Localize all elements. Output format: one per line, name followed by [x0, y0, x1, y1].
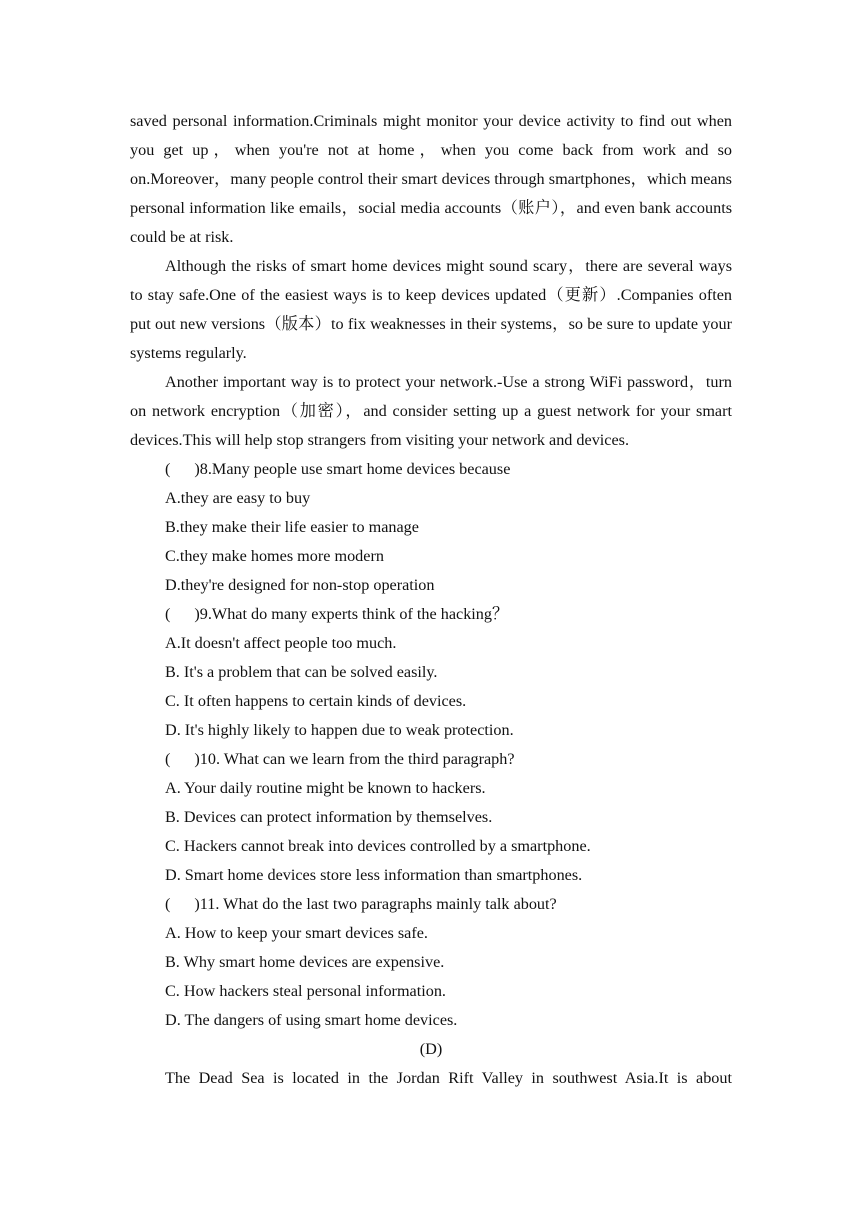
question-11 [130, 890, 732, 919]
question-10-option-c: C. Hackers cannot break into devices controlled by a smartphone. [165, 837, 591, 855]
question-9-option-c: C. It often happens to certain kinds of devices. [165, 692, 467, 710]
question-9-text: )9.What do many experts think of the hacking？ [194, 605, 509, 623]
passage-paragraph-2: Although the risks of smart home devices might sound scary，there are several ways to stay safe.One of the easiest ways is to keep devices updated（更新）.Companies often put out new versions（版本）to fix weaknesses in their systems，so be sure to update your systems regularly. [130, 257, 732, 362]
question-10-text: )10. What can we learn from the third paragraph? [194, 750, 515, 768]
question-8 [130, 455, 732, 484]
answer-blank-open: ( [165, 895, 171, 913]
document-page [130, 107, 732, 1093]
question-10-option-b: B. Devices can protect information by themselves. [165, 808, 493, 826]
question-10 [130, 745, 732, 774]
question-11-option-d: D. The dangers of using smart home devices. [165, 1011, 458, 1029]
section-d-first-line: The Dead Sea is located in the Jordan Rift Valley in southwest Asia.It is about [165, 1069, 732, 1087]
passage-paragraph-1: saved personal information.Criminals might monitor your device activity to find out when you get up，when you're not at home，when you come back from work and so on.Moreover，many people control their smart devices through smartphones，which means personal information like emails，social media accounts（账户），and even bank accounts could be at risk. [130, 112, 732, 246]
question-11-option-a: A. How to keep your smart devices safe. [165, 924, 428, 942]
question-9 [130, 600, 732, 629]
question-11-option-c: C. How hackers steal personal information. [165, 982, 446, 1000]
question-10-option-d: D. Smart home devices store less information than smartphones. [165, 866, 583, 884]
answer-blank-open: ( [165, 605, 171, 623]
question-8-option-a: A.they are easy to buy [165, 489, 311, 507]
question-8-option-d: D.they're designed for non-stop operation [165, 576, 435, 594]
passage-paragraph-3: Another important way is to protect your network.-Use a strong WiFi password，turn on network encryption（加密），and consider setting up a guest network for your smart devices.This will help stop strangers from visiting your network and devices. [130, 373, 732, 449]
question-10-option-a: A. Your daily routine might be known to hackers. [165, 779, 486, 797]
question-8-text: )8.Many people use smart home devices because [194, 460, 511, 478]
question-11-option-b: B. Why smart home devices are expensive. [165, 953, 445, 971]
question-9-option-a: A.It doesn't affect people too much. [165, 634, 397, 652]
question-8-option-c: C.they make homes more modern [165, 547, 384, 565]
section-d-title: (D) [419, 1040, 443, 1058]
question-11-text: )11. What do the last two paragraphs mainly talk about? [194, 895, 557, 913]
question-8-option-b: B.they make their life easier to manage [165, 518, 419, 536]
answer-blank-open: ( [165, 460, 171, 478]
question-9-option-d: D. It's highly likely to happen due to weak protection. [165, 721, 514, 739]
answer-blank-open: ( [165, 750, 171, 768]
question-9-option-b: B. It's a problem that can be solved easily. [165, 663, 438, 681]
